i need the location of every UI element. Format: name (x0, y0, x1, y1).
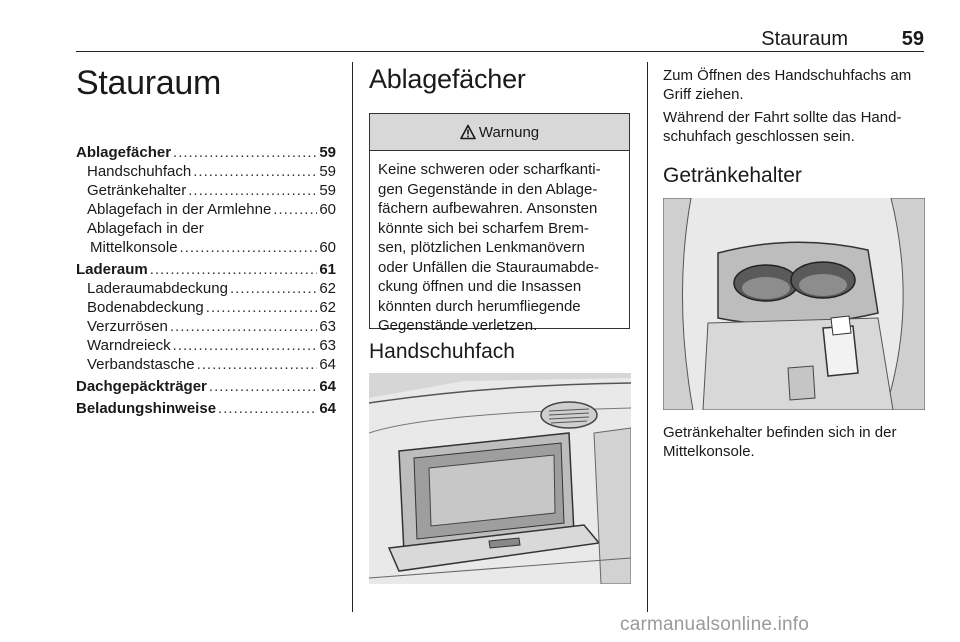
toc-leader-dots (173, 336, 318, 355)
toc-entry-page: 59 (319, 144, 336, 161)
toc-entry[interactable] (76, 377, 336, 396)
cupholder-illustration (663, 198, 925, 410)
toc-entry-page: 60 (319, 239, 336, 256)
toc-entry[interactable] (76, 143, 336, 162)
text-line: Griff ziehen. (663, 86, 744, 103)
text-line: Zum Öffnen des Handschuhfachs am (663, 67, 912, 84)
section-title: Ablagefächer (369, 64, 526, 94)
toc-leader-dots (150, 260, 318, 279)
toc-entry-page: 61 (319, 261, 336, 278)
text-line: Mittelkonsole. (663, 443, 755, 460)
chapter-title: Stauraum (76, 64, 222, 102)
toc-entry-label: Verbandstasche (87, 356, 195, 373)
toc-entry[interactable] (76, 181, 336, 200)
toc-entry-label: Verzurrösen (87, 318, 168, 335)
text-line: Getränkehalter befinden sich in der (663, 424, 897, 441)
toc-entry-label: Bodenabdeckung (87, 299, 204, 316)
running-header-section: Stauraum (761, 28, 848, 50)
warning-header (370, 114, 629, 151)
toc-entry-label: Ablagefächer (76, 144, 172, 161)
toc-leader-dots (206, 298, 318, 317)
glovebox-closed-text (663, 108, 929, 146)
text-line: Gegenstände verletzen. (378, 317, 538, 334)
toc-entry-label: Dachgepäckträger (76, 378, 207, 395)
warning-box (369, 113, 630, 334)
toc-leader-dots (193, 162, 317, 181)
toc-entry-page: 62 (319, 280, 336, 297)
text-line: ckung öffnen und die Insassen (378, 278, 582, 295)
toc-leader-dots (230, 279, 317, 298)
toc-entry-label: Getränkehalter (87, 182, 187, 199)
toc-entry-page: 64 (319, 378, 336, 395)
toc-entry[interactable] (76, 279, 336, 298)
column-divider-right (647, 62, 648, 612)
toc-entry[interactable] (76, 238, 336, 257)
toc-entry[interactable] (76, 336, 336, 355)
toc-entry[interactable] (76, 219, 336, 238)
toc-leader-dots (209, 377, 317, 396)
toc-entry-label: Handschuhfach (87, 163, 192, 180)
toc-entry-page: 59 (319, 182, 336, 199)
toc-leader-dots (273, 200, 317, 219)
toc-leader-dots (170, 317, 317, 336)
toc-entry[interactable] (76, 355, 336, 374)
toc-entry-label: Beladungshinweise (76, 400, 217, 417)
toc-leader-dots (173, 143, 317, 162)
glovebox-heading: Handschuhfach (369, 340, 515, 363)
toc-entry-label: Laderaum (76, 261, 148, 278)
toc-leader-dots (218, 399, 317, 418)
toc-entry-page: 60 (319, 201, 336, 218)
glovebox-open-text (663, 66, 929, 104)
text-line: Keine schweren oder scharfkanti- (378, 161, 601, 178)
text-line: fächern aufbewahren. Ansonsten (378, 200, 598, 217)
toc-entry[interactable] (76, 399, 336, 418)
warning-label: Warnung (478, 123, 540, 141)
toc-leader-dots (188, 181, 317, 200)
toc-entry[interactable] (76, 260, 336, 279)
toc-entry-page: 64 (319, 356, 336, 373)
text-line: könnte sich bei scharfem Brem- (378, 219, 589, 237)
cupholder-heading: Getränkehalter (663, 164, 802, 187)
text-line: Während der Fahrt sollte das Hand- (663, 109, 902, 126)
toc-leader-dots (180, 238, 318, 257)
text-line: oder Unfällen die Stauraumabde- (378, 258, 599, 276)
column-divider-left (352, 62, 353, 612)
warning-triangle-icon (460, 124, 476, 140)
glovebox-illustration (369, 373, 631, 584)
toc-entry[interactable] (76, 317, 336, 336)
toc-entry-label: Mittelkonsole (90, 239, 178, 256)
toc-entry-page: 63 (319, 337, 336, 354)
toc-entry-label: Laderaumabdeckung (87, 280, 228, 297)
text-line: gen Gegenstände in den Ablage- (378, 180, 598, 198)
toc-entry-label: Ablagefach in der Armlehne (87, 201, 272, 218)
table-of-contents (76, 143, 336, 418)
text-line: sen, plötzlichen Lenkmanövern (378, 239, 585, 256)
watermark: carmanualsonline.info (620, 614, 810, 635)
page-number: 59 (901, 28, 924, 50)
toc-entry[interactable] (76, 162, 336, 181)
text-line: schuhfach geschlossen sein. (663, 128, 855, 145)
toc-entry-page: 59 (319, 163, 336, 180)
cupholder-caption (663, 423, 929, 461)
toc-entry[interactable] (76, 200, 336, 219)
warning-text (370, 151, 629, 336)
toc-entry-page: 63 (319, 318, 336, 335)
toc-entry-label: Ablagefach in der (87, 220, 204, 237)
header-rule (76, 51, 924, 52)
toc-entry-label: Warndreieck (87, 337, 171, 354)
toc-entry[interactable] (76, 298, 336, 317)
toc-entry-page: 62 (319, 299, 336, 316)
text-line: könnten durch herumfliegende (378, 297, 581, 315)
toc-entry-page: 64 (319, 400, 336, 417)
toc-leader-dots (197, 355, 318, 374)
